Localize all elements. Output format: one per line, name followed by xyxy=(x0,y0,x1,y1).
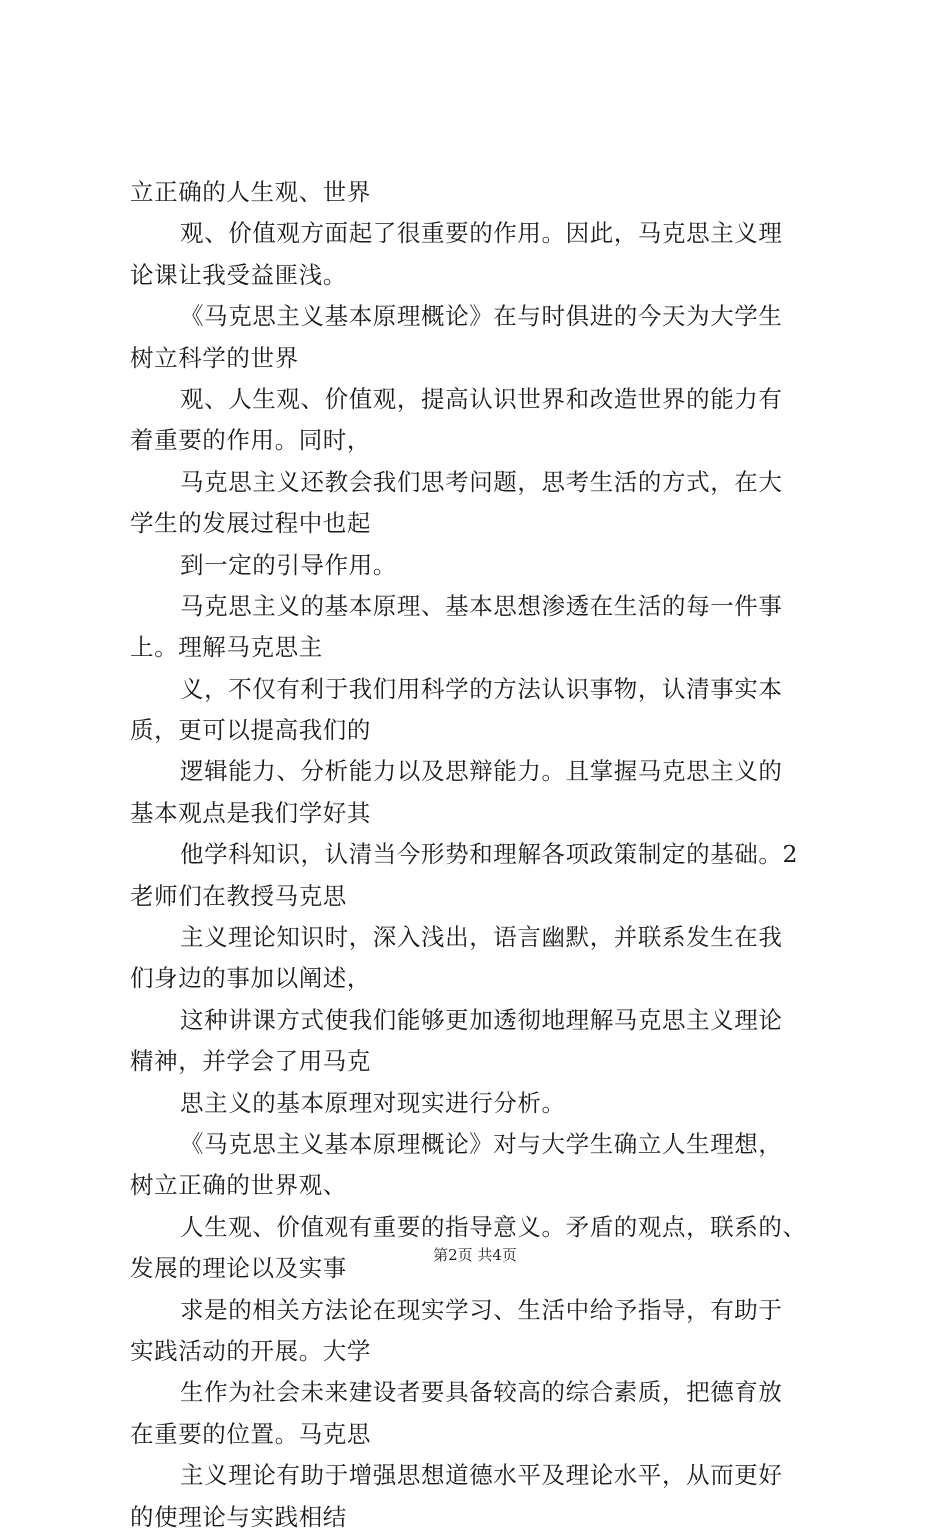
text-line: 树立正确的世界观、 xyxy=(130,1171,347,1200)
text-line: 们身边的事加以阐述， xyxy=(130,964,371,993)
text-line: 观、价值观方面起了很重要的作用。因此，马克思主义理 xyxy=(180,219,783,248)
text-line: 实践活动的开展。大学 xyxy=(130,1336,371,1365)
text-line: 《马克思主义基本原理概论》对与大学生确立人生理想， xyxy=(180,1129,783,1158)
text-line: 树立科学的世界 xyxy=(130,343,299,372)
text-line: 他学科知识，认清当今形势和理解各项政策制定的基础。2 xyxy=(180,840,799,869)
text-line: 人生观、价值观有重要的指导意义。矛盾的观点，联系的、 xyxy=(180,1212,807,1241)
text-line: 这种讲课方式使我们能够更加透彻地理解马克思主义理论 xyxy=(180,1005,783,1034)
text-line: 着重要的作用。同时， xyxy=(130,426,371,455)
document-body xyxy=(130,172,835,1538)
text-line: 基本观点是我们学好其 xyxy=(130,798,371,827)
text-line: 立正确的人生观、世界 xyxy=(130,178,371,206)
text-line: 发展的理论以及实事 xyxy=(130,1254,347,1283)
text-line: 的使理论与实践相结 xyxy=(130,1502,347,1531)
page-footer: 第2页 共4页 xyxy=(433,1246,517,1264)
text-line: 主义理论有助于增强思想道德水平及理论水平，从而更好 xyxy=(180,1461,783,1490)
text-line: 马克思主义的基本原理、基本思想渗透在生活的每一件事 xyxy=(180,591,783,620)
text-line: 求是的相关方法论在现实学习、生活中给予指导，有助于 xyxy=(180,1295,783,1324)
text-line: 义，不仅有利于我们用科学的方法认识事物，认清事实本 xyxy=(180,674,783,703)
text-line: 思主义的基本原理对现实进行分析。 xyxy=(180,1088,566,1117)
text-line: 论课让我受益匪浅。 xyxy=(130,260,347,289)
text-line: 逻辑能力、分析能力以及思辩能力。且掌握马克思主义的 xyxy=(180,757,783,786)
text-line: 上。理解马克思主 xyxy=(130,633,323,662)
text-line: 马克思主义还教会我们思考问题，思考生活的方式，在大 xyxy=(180,467,783,496)
text-line: 精神，并学会了用马克 xyxy=(130,1047,371,1076)
text-line: 在重要的位置。马克思 xyxy=(130,1419,371,1448)
text-line: 观、人生观、价值观，提高认识世界和改造世界的能力有 xyxy=(180,384,783,413)
text-line: 质，更可以提高我们的 xyxy=(130,716,371,745)
text-line: 老师们在教授马克思 xyxy=(130,881,347,910)
text-line: 到一定的引导作用。 xyxy=(180,550,397,579)
text-line: 学生的发展过程中也起 xyxy=(130,509,371,538)
text-line: 主义理论知识时，深入浅出，语言幽默，并联系发生在我 xyxy=(180,923,783,952)
text-line: 《马克思主义基本原理概论》在与时俱进的今天为大学生 xyxy=(180,302,783,331)
text-line: 生作为社会未来建设者要具备较高的综合素质，把德育放 xyxy=(180,1378,783,1407)
